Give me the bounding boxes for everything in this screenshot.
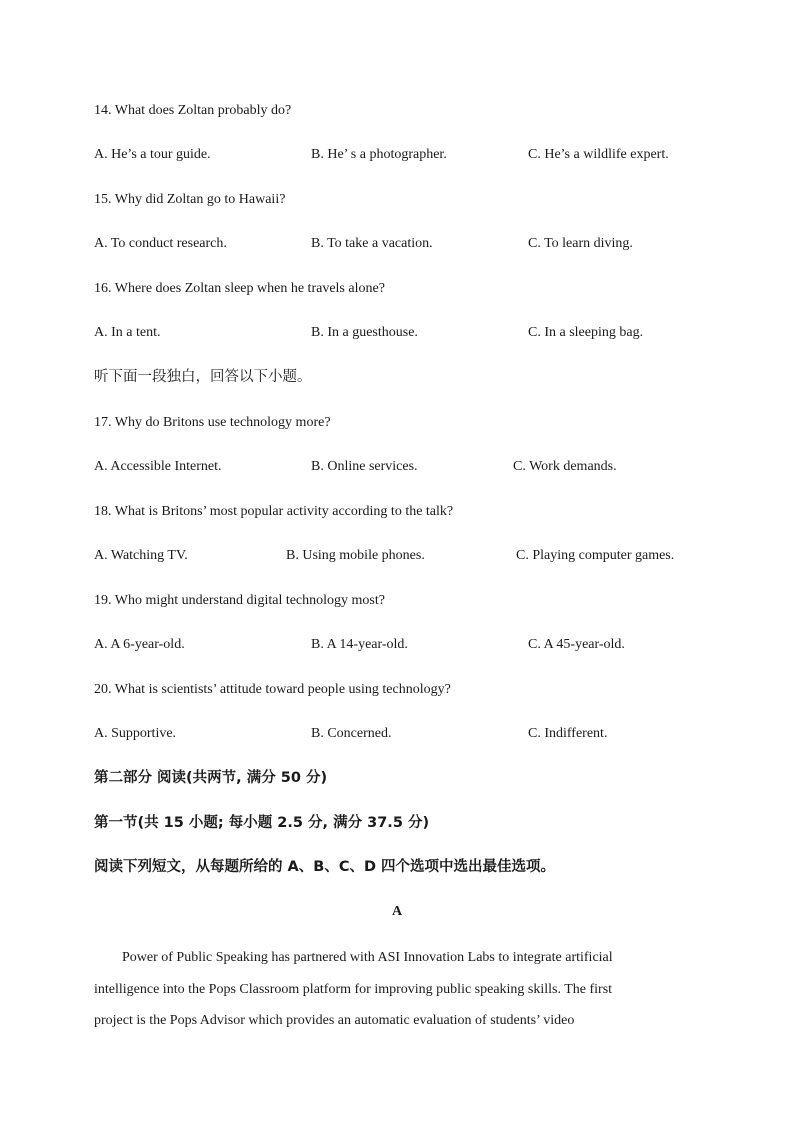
question-18-option-b: B. Using mobile phones. [286,548,425,563]
question-16-stem: 16. Where does Zoltan sleep when he travels alone? [94,281,385,296]
question-18-option-c: C. Playing computer games. [516,548,675,563]
question-20-option-c: C. Indifferent. [528,726,608,741]
section-part-two-heading: 第二部分 阅读(共两节, 满分 50 分) [94,770,328,786]
question-17-option-c: C. Work demands. [513,459,617,474]
question-20-option-a: A. Supportive. [94,726,177,741]
question-17-stem: 17. Why do Britons use technology more? [94,415,331,430]
question-14-stem: 14. What does Zoltan probably do? [94,103,292,118]
passage-letter: A [391,904,403,919]
question-17-option-a: A. Accessible Internet. [94,459,222,474]
passage-line: Power of Public Speaking has partnered with ASI Innovation Labs to integrate artificial [122,950,613,965]
passage-paragraph [94,942,694,1037]
question-19-option-c: C. A 45-year-old. [528,637,625,652]
question-16-option-c: C. In a sleeping bag. [528,325,644,340]
question-15-option-a: A. To conduct research. [94,236,227,251]
passage-line: project is the Pops Advisor which provides an automatic evaluation of students’ video [94,1013,575,1028]
question-18-option-a: A. Watching TV. [94,548,188,563]
question-15-option-b: B. To take a vacation. [311,236,433,251]
question-19-stem: 19. Who might understand digital technology most? [94,593,385,608]
question-19-option-b: B. A 14-year-old. [311,637,408,652]
question-14-option-a: A. He’s a tour guide. [94,147,211,162]
question-19-option-a: A. A 6-year-old. [94,637,185,652]
question-18-stem: 18. What is Britons’ most popular activity according to the talk? [94,504,454,519]
question-20-option-b: B. Concerned. [311,726,392,741]
question-17-option-b: B. Online services. [311,459,418,474]
section-one-heading: 第一节(共 15 小题; 每小题 2.5 分, 满分 37.5 分) [94,815,430,831]
question-20-stem: 20. What is scientists’ attitude toward people using technology? [94,682,451,697]
question-15-stem: 15. Why did Zoltan go to Hawaii? [94,192,286,207]
question-14-option-c: C. He’s a wildlife expert. [528,147,669,162]
monologue-instruction: 听下面一段独白，回答以下小题。 [94,369,312,385]
question-15-option-c: C. To learn diving. [528,236,633,251]
question-16-option-a: A. In a tent. [94,325,161,340]
passage-line: intelligence into the Pops Classroom platform for improving public speaking skills. The first [94,981,613,997]
question-14-option-b: B. He’ s a photographer. [311,147,447,162]
question-16-option-b: B. In a guesthouse. [311,325,418,340]
reading-instruction: 阅读下列短文，从每题所给的 A、B、C、D 四个选项中选出最佳选项。 [94,859,556,875]
